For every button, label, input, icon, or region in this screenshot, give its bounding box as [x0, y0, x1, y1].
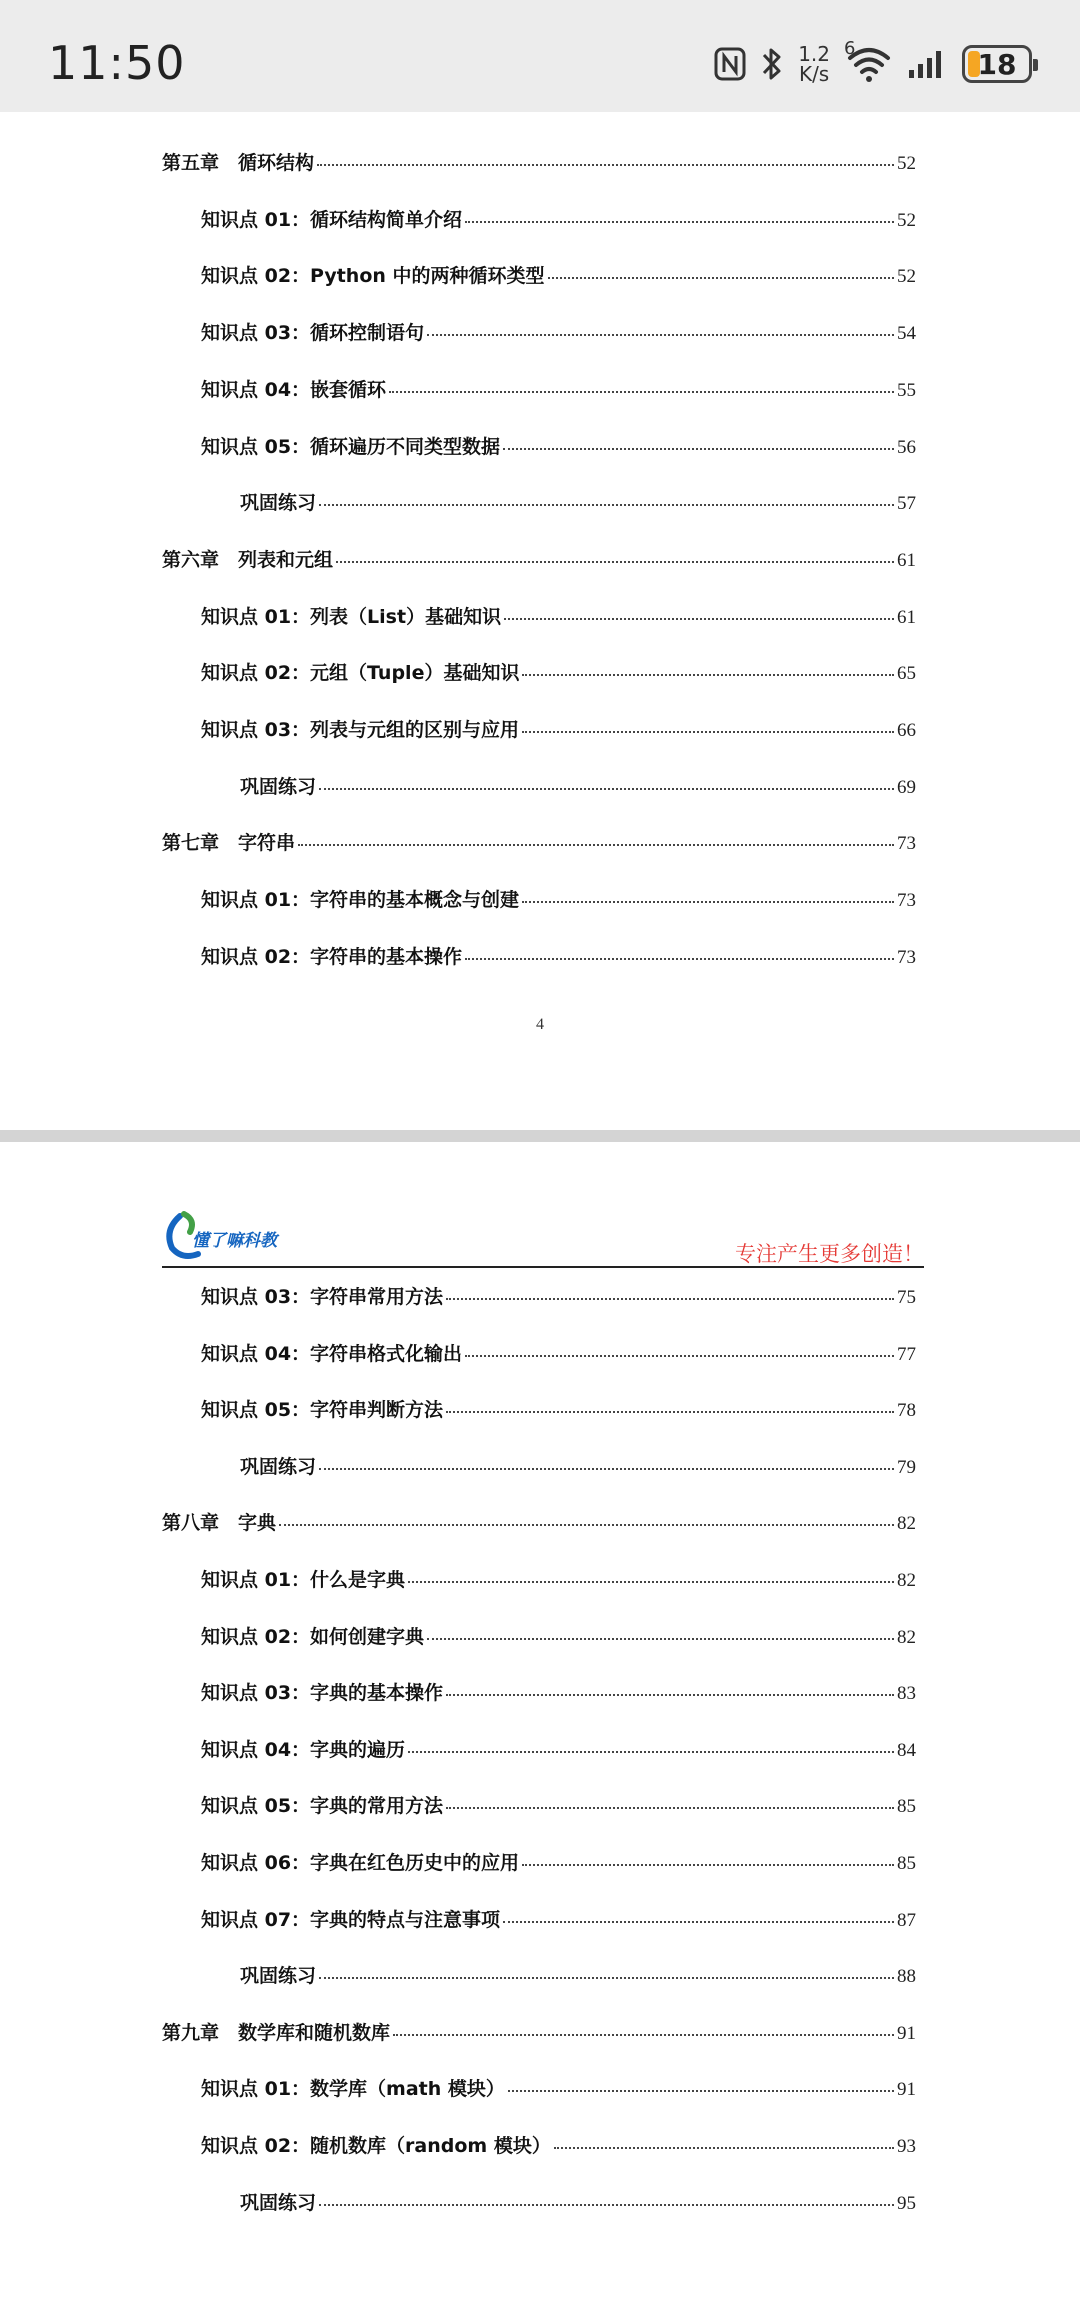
- toc-entry[interactable]: [201, 261, 916, 288]
- dot-leader: [554, 2147, 894, 2149]
- toc-entry-title: 巩固练习: [240, 1965, 317, 1988]
- document-page-5: [0, 1142, 1080, 2324]
- header-rule: [162, 1266, 924, 1268]
- nfc-icon: [714, 46, 746, 82]
- status-time: 11:50: [48, 36, 186, 90]
- logo-text: 懂了嘛科教: [192, 1231, 277, 1251]
- toc-entry[interactable]: [201, 1282, 916, 1309]
- toc-entry[interactable]: [201, 2074, 916, 2101]
- toc-entry-title: 巩固练习: [240, 775, 317, 798]
- toc-entry[interactable]: [162, 2018, 916, 2045]
- net-speed-value: 1.2: [798, 42, 830, 66]
- toc-entry-page: 82: [897, 1626, 916, 1648]
- dot-leader: [503, 448, 894, 450]
- toc-entry[interactable]: [201, 1848, 916, 1875]
- toc-entry-page: 85: [897, 1853, 916, 1874]
- toc-entry[interactable]: [201, 1735, 916, 1762]
- toc-entry-page: 73: [897, 890, 916, 912]
- toc-entry[interactable]: [201, 1339, 916, 1366]
- toc-entry-title: 知识点 02：字符串的基本操作: [201, 945, 463, 968]
- dot-leader: [279, 1524, 894, 1526]
- toc-entry-page: 82: [897, 1513, 916, 1535]
- toc-entry-title: 知识点 03：字符串常用方法: [201, 1286, 444, 1308]
- toc-entry-page: 55: [897, 379, 916, 401]
- toc-entry[interactable]: [201, 432, 916, 459]
- toc-entry-title: 第五章 循环结构: [162, 152, 315, 174]
- toc-entry-page: 91: [897, 2079, 916, 2101]
- toc-entry-page: 61: [897, 549, 916, 571]
- toc-entry-page: 75: [897, 1287, 916, 1308]
- dot-leader: [465, 958, 894, 960]
- toc-entry-title: 第六章 列表和元组: [162, 548, 334, 571]
- toc-entry-title: 知识点 03：列表与元组的区别与应用: [201, 719, 520, 741]
- toc-entry[interactable]: [201, 715, 916, 742]
- toc-entry[interactable]: [201, 1395, 916, 1422]
- toc-entry[interactable]: [201, 318, 916, 345]
- wifi-icon: [844, 44, 894, 84]
- dot-leader: [319, 788, 894, 790]
- toc-entry-page: 54: [897, 323, 916, 345]
- toc-entry-page: 85: [897, 1796, 916, 1818]
- net-speed-unit: K/s: [798, 62, 830, 86]
- toc-entry-page: 73: [897, 946, 916, 968]
- header-slogan: 专注产生更多创造！: [735, 1242, 924, 1266]
- page-separator: [0, 1130, 1080, 1142]
- toc-entry-title: 知识点 06：字典在红色历史中的应用: [201, 1852, 520, 1874]
- toc-entry-page: 82: [897, 1570, 916, 1591]
- toc-entry-title: 知识点 02：元组（Tuple）基础知识: [201, 662, 520, 685]
- toc-entry-page: 52: [897, 153, 916, 174]
- toc-entry-title: 知识点 01：什么是字典: [201, 1569, 406, 1591]
- toc-entry-title: 知识点 02：随机数库（random 模块）: [201, 2135, 551, 2157]
- signal-icon: [908, 48, 948, 80]
- document-page-4: [0, 112, 1080, 1130]
- toc-entry-page: 77: [897, 1343, 916, 1365]
- toc-entry-title: 知识点 04：嵌套循环: [201, 378, 387, 401]
- battery-cap: [1033, 59, 1038, 71]
- toc-entry[interactable]: [162, 828, 916, 855]
- toc-entry-page: 83: [897, 1683, 916, 1705]
- toc-entry-title: 知识点 05：字符串判断方法: [201, 1399, 444, 1422]
- toc-entry[interactable]: [201, 375, 916, 402]
- dot-leader: [504, 618, 894, 620]
- toc-entry-page: 87: [897, 1909, 916, 1931]
- dot-leader: [548, 277, 894, 279]
- toc-entry-title: 知识点 03：循环控制语句: [201, 322, 425, 345]
- dot-leader: [465, 1355, 894, 1357]
- dot-leader: [427, 1638, 894, 1640]
- company-logo: [162, 1210, 282, 1260]
- toc-entry-title: 知识点 07：字典的特点与注意事项: [201, 1908, 501, 1931]
- dot-leader: [503, 1921, 894, 1923]
- dot-leader: [446, 1807, 894, 1809]
- toc-entry[interactable]: [201, 1622, 916, 1649]
- dot-leader: [393, 2034, 894, 2036]
- toc-entry-page: 61: [897, 606, 916, 628]
- toc-entry-page: 73: [897, 833, 916, 855]
- toc-entry-page: 56: [897, 436, 916, 458]
- toc-entry-page: 95: [897, 2192, 916, 2214]
- toc-entry-title: 知识点 01：循环结构简单介绍: [201, 208, 463, 231]
- toc-entry[interactable]: [201, 1565, 916, 1592]
- toc-entry-title: 知识点 04：字符串格式化输出: [201, 1342, 463, 1365]
- dot-leader: [522, 901, 894, 903]
- toc-entry-page: 91: [897, 2022, 916, 2044]
- toc-entry[interactable]: [201, 2131, 916, 2158]
- dot-leader: [298, 844, 894, 846]
- toc-entry-title: 知识点 01：字符串的基本概念与创建: [201, 889, 520, 912]
- dot-leader: [408, 1751, 894, 1753]
- dot-leader: [319, 1468, 894, 1470]
- toc-entry[interactable]: [240, 488, 916, 515]
- toc-entry-title: 知识点 05：字典的常用方法: [201, 1795, 444, 1818]
- dot-leader: [408, 1581, 894, 1583]
- toc-entry-title: 巩固练习: [240, 492, 317, 515]
- toc-entry-title: 知识点 05：循环遍历不同类型数据: [201, 435, 501, 458]
- toc-entry-title: 第七章 字符串: [162, 832, 296, 855]
- toc-entry-title: 知识点 02：Python 中的两种循环类型: [201, 265, 545, 288]
- status-icons: [714, 38, 1032, 90]
- toc-entry[interactable]: [240, 1961, 916, 1988]
- toc-entry[interactable]: [240, 772, 916, 799]
- dot-leader: [319, 1977, 894, 1979]
- toc-entry-title: 第九章 数学库和随机数库: [162, 2021, 391, 2044]
- bluetooth-icon: [760, 45, 784, 83]
- toc-entry-page: 57: [897, 493, 916, 515]
- wifi-badge: 6: [844, 38, 856, 59]
- toc-entry-title: 知识点 01：数学库（math 模块）: [201, 2078, 505, 2101]
- dot-leader: [317, 164, 894, 166]
- dot-leader: [389, 391, 894, 393]
- dot-leader: [319, 2204, 894, 2206]
- status-bar: [0, 0, 1080, 112]
- dot-leader: [446, 1298, 894, 1300]
- toc-entry[interactable]: [201, 1791, 916, 1818]
- page-number: 4: [536, 1016, 544, 1033]
- dot-leader: [446, 1411, 894, 1413]
- dot-leader: [319, 504, 894, 506]
- toc-entry-page: 88: [897, 1966, 916, 1988]
- toc-entry-page: 52: [897, 266, 916, 288]
- toc-entry[interactable]: [162, 545, 916, 572]
- toc-entry[interactable]: [240, 1452, 916, 1479]
- battery-icon: [962, 45, 1032, 83]
- toc-entry-title: 知识点 03：字典的基本操作: [201, 1682, 444, 1705]
- dot-leader: [446, 1694, 894, 1696]
- toc-entry-page: 52: [897, 209, 916, 231]
- toc-entry[interactable]: [162, 148, 916, 175]
- dot-leader: [336, 561, 894, 563]
- dot-leader: [508, 2090, 894, 2092]
- toc-entry-page: 69: [897, 776, 916, 798]
- toc-entry[interactable]: [201, 602, 916, 629]
- toc-entry-title: 知识点 01：列表（List）基础知识: [201, 605, 502, 628]
- toc-entry-title: 第八章 字典: [162, 1512, 277, 1535]
- toc-entry[interactable]: [162, 1508, 916, 1535]
- toc-entry-title: 巩固练习: [240, 2191, 317, 2214]
- toc-entry[interactable]: [201, 1678, 916, 1705]
- dot-leader: [522, 674, 894, 676]
- toc-entry[interactable]: [201, 885, 916, 912]
- toc-entry[interactable]: [201, 658, 916, 685]
- toc-entry-title: 知识点 02：如何创建字典: [201, 1625, 425, 1648]
- toc-entry-title: 知识点 04：字典的遍历: [201, 1738, 406, 1761]
- toc-entry-page: 93: [897, 2136, 916, 2157]
- toc-entry-page: 78: [897, 1400, 916, 1422]
- toc-entry[interactable]: [201, 205, 916, 232]
- toc-entry-page: 65: [897, 663, 916, 685]
- dot-leader: [522, 731, 894, 733]
- toc-entry-title: 巩固练习: [240, 1455, 317, 1478]
- dot-leader: [465, 221, 894, 223]
- toc-entry-page: 79: [897, 1456, 916, 1478]
- toc-entry-page: 66: [897, 720, 916, 741]
- toc-entry[interactable]: [201, 942, 916, 969]
- toc-entry[interactable]: [201, 1905, 916, 1932]
- toc-entry-page: 84: [897, 1739, 916, 1761]
- network-speed: [798, 44, 830, 84]
- dot-leader: [522, 1864, 894, 1866]
- wifi-status: [844, 38, 894, 84]
- battery-percent: 18: [977, 47, 1017, 81]
- toc-entry[interactable]: [240, 2188, 916, 2215]
- dot-leader: [427, 334, 894, 336]
